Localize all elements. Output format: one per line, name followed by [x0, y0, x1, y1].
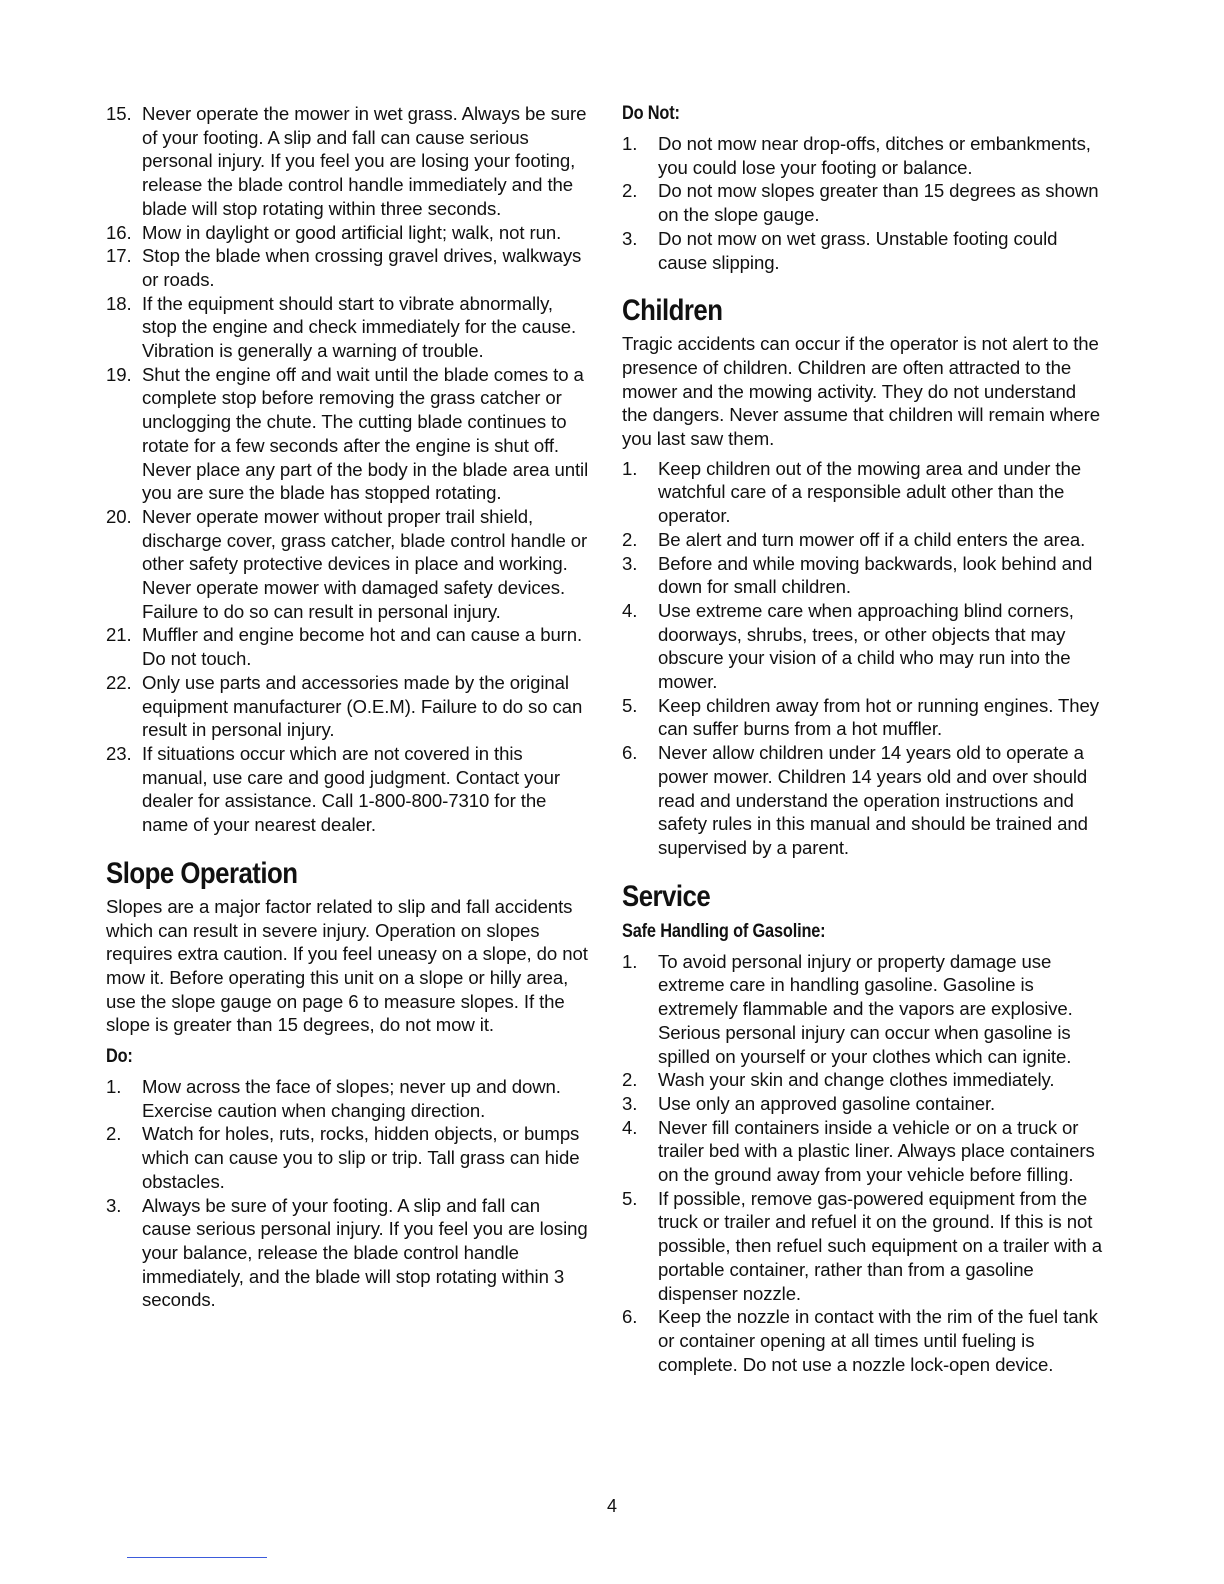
- item-number: 3.: [106, 1194, 122, 1216]
- item-number: 16.: [106, 221, 132, 243]
- list-item: [622, 457, 1106, 528]
- item-number: 4.: [622, 1116, 638, 1138]
- list-item: [622, 741, 1106, 860]
- item-number: 2.: [622, 1069, 638, 1091]
- list-item: [622, 1187, 1106, 1306]
- list-item: [106, 102, 592, 221]
- footer-divider: [127, 1557, 267, 1558]
- item-text: Shut the engine off and wait until the blade comes to a complete stop before removing the grass catcher or unclogging the chute. The cutting blade continues to rotate for a few seconds after the engine is shut off. Never place any part of the body in the blade area until you are sure the blade has stopped rotating.: [142, 363, 589, 504]
- item-number: 22.: [106, 671, 132, 693]
- item-text: Muffler and engine become hot and can cause a burn. Do not touch.: [142, 624, 583, 670]
- list-item: [622, 1305, 1106, 1376]
- item-number: 1.: [622, 133, 638, 154]
- item-number: 23.: [106, 742, 132, 764]
- item-number: 2.: [622, 180, 638, 202]
- item-text: Wash your skin and change clothes immediately.: [658, 1069, 1055, 1091]
- item-number: 1.: [622, 457, 638, 479]
- list-item: [622, 694, 1106, 741]
- item-text: Keep children out of the mowing area and under the watchful care of a responsible adult other than the operator.: [658, 457, 1081, 527]
- safe-handling-gasoline-heading: Safe Handling of Gasoline:: [622, 920, 826, 942]
- service-heading: Service: [622, 879, 711, 913]
- item-number: 6.: [622, 742, 638, 764]
- item-number: 20.: [106, 505, 132, 527]
- item-text: Be alert and turn mower off if a child enters the area.: [658, 528, 1086, 550]
- item-text: Never operate the mower in wet grass. Always be sure of your footing. A slip and fall can cause serious personal injury. If you feel you are losing your footing, release the blade control handle immediately and the blade will stop rotating within three seconds.: [142, 103, 587, 219]
- item-text: Do not mow slopes greater than 15 degrees as shown on the slope gauge.: [658, 180, 1099, 226]
- item-number: 18.: [106, 292, 132, 314]
- list-item: [106, 244, 592, 291]
- list-item: [106, 221, 592, 245]
- item-text: Keep the nozzle in contact with the rim of the fuel tank or container opening at all times until fueling is complete. Do not use a nozzle lock-open device.: [658, 1306, 1098, 1375]
- list-item: [106, 363, 592, 505]
- list-item: [622, 552, 1106, 599]
- item-text: Never fill containers inside a vehicle or on a truck or trailer bed with a plastic liner. Always place containers on the ground away from your vehicle before filling.: [658, 1116, 1095, 1186]
- do-list: [106, 1075, 592, 1312]
- children-heading: Children: [622, 294, 723, 328]
- item-text: To avoid personal injury or property damage use extreme care in handling gasoline. Gasoline is extremely flammable and the vapors are explosive. Serious personal injury can occur when gasoline is spilled on yourself or your clothes which can ignite.: [658, 950, 1073, 1067]
- list-item: [622, 227, 1106, 274]
- list-item: [622, 528, 1106, 552]
- list-item: [106, 623, 592, 670]
- item-text: If the equipment should start to vibrate abnormally, stop the engine and check immediately for the cause. Vibration is generally a warning of trouble.: [142, 292, 577, 362]
- item-text: If possible, remove gas-powered equipment from the truck or trailer and refuel it on the ground. If this is not possible, then refuel such equipment on a trailer with a portable container, rather than from a gasoline dispenser nozzle.: [658, 1187, 1103, 1304]
- list-item: [622, 1068, 1106, 1092]
- item-text: Mow across the face of slopes; never up and down. Exercise caution when changing direction.: [142, 1076, 561, 1121]
- service-list: [622, 950, 1106, 1377]
- list-item: [622, 950, 1106, 1069]
- item-text: Only use parts and accessories made by the original equipment manufacturer (O.E.M). Failure to do so can result in personal injury.: [142, 671, 583, 741]
- list-item: [106, 742, 592, 837]
- list-item: [106, 505, 592, 624]
- list-item: [622, 132, 1106, 179]
- children-list: [622, 457, 1106, 860]
- list-item: [106, 671, 592, 742]
- slope-operation-heading: Slope Operation: [106, 856, 298, 890]
- list-item: [106, 1194, 592, 1313]
- slope-intro: Slopes are a major factor related to slip and fall accidents which can result in severe injury. Operation on slopes requires extra caution. If you feel uneasy on a slope, do not mow it. Before operating this unit on a slope or hilly area, use the slope gauge on page 6 to measure slopes. If the slope is greater than 15 degrees, do not mow it.: [106, 895, 588, 1036]
- item-text: Keep children away from hot or running engines. They can suffer burns from a hot muffler.: [658, 694, 1099, 740]
- do-not-list: [622, 132, 1106, 274]
- item-text: Always be sure of your footing. A slip and fall can cause serious personal injury. If you feel you are losing your balance, release the blade control handle immediately, and the blade will stop rotating within 3 seconds.: [142, 1194, 588, 1311]
- item-number: 5.: [622, 694, 638, 716]
- item-number: 21.: [106, 624, 132, 646]
- item-number: 17.: [106, 245, 132, 267]
- item-number: 4.: [622, 599, 638, 621]
- item-number: 3.: [622, 552, 638, 574]
- list-item: [622, 1092, 1106, 1116]
- children-intro: Tragic accidents can occur if the operator is not alert to the presence of children. Children are often attracted to the mower and the mowing activity. They do not understand the dangers. Never assume that children will remain where you last saw them.: [622, 333, 1100, 450]
- item-number: 3.: [622, 227, 638, 249]
- item-text: Never allow children under 14 years old to operate a power mower. Children 14 years old and over should read and understand the operation instructions and safety rules in this manual and should be trained and supervised by a parent.: [658, 742, 1088, 858]
- item-number: 1.: [106, 1076, 122, 1098]
- item-text: Do not mow on wet grass. Unstable footing could cause slipping.: [658, 227, 1058, 273]
- item-number: 1.: [622, 950, 638, 972]
- item-text: Use only an approved gasoline container.: [658, 1092, 996, 1114]
- item-number: 2.: [106, 1123, 122, 1145]
- item-text: Watch for holes, ruts, rocks, hidden objects, or bumps which can cause you to slip or trip. Tall grass can hide obstacles.: [142, 1123, 580, 1192]
- list-item: [106, 1122, 592, 1193]
- item-number: 5.: [622, 1187, 638, 1209]
- item-text: Do not mow near drop-offs, ditches or embankments, you could lose your footing or balance.: [658, 133, 1091, 178]
- item-number: 6.: [622, 1306, 638, 1328]
- item-text: If situations occur which are not covered in this manual, use care and good judgment. Contact your dealer for assistance. Call 1-800-800-7310 for the name of your nearest dealer.: [142, 742, 560, 836]
- item-number: 3.: [622, 1092, 638, 1114]
- item-number: 19.: [106, 363, 132, 385]
- right-column: [622, 98, 1106, 1376]
- item-number: 2.: [622, 528, 638, 550]
- list-item: [106, 1075, 592, 1122]
- page-number: 4: [606, 1496, 617, 1516]
- item-number: 15.: [106, 103, 132, 124]
- safety-rules-list: [106, 102, 592, 837]
- item-text: Stop the blade when crossing gravel drives, walkways or roads.: [142, 245, 582, 290]
- list-item: [622, 1116, 1106, 1187]
- list-item: [106, 292, 592, 363]
- item-text: Mow in daylight or good artificial light; walk, not run.: [142, 221, 562, 243]
- item-text: Use extreme care when approaching blind corners, doorways, shrubs, trees, or other objects that may obscure your vision of a child who may run into the mower.: [658, 599, 1074, 693]
- item-text: Never operate mower without proper trail shield, discharge cover, grass catcher, blade control handle or other safety protective devices in place and working. Never operate mower with damaged safety devices. Failure to do so can result in personal injury.: [142, 505, 588, 622]
- item-text: Before and while moving backwards, look behind and down for small children.: [658, 552, 1093, 598]
- do-heading: Do:: [106, 1046, 133, 1068]
- left-column: [106, 98, 592, 1312]
- do-not-heading: Do Not:: [622, 103, 680, 124]
- list-item: [622, 599, 1106, 694]
- list-item: [622, 179, 1106, 226]
